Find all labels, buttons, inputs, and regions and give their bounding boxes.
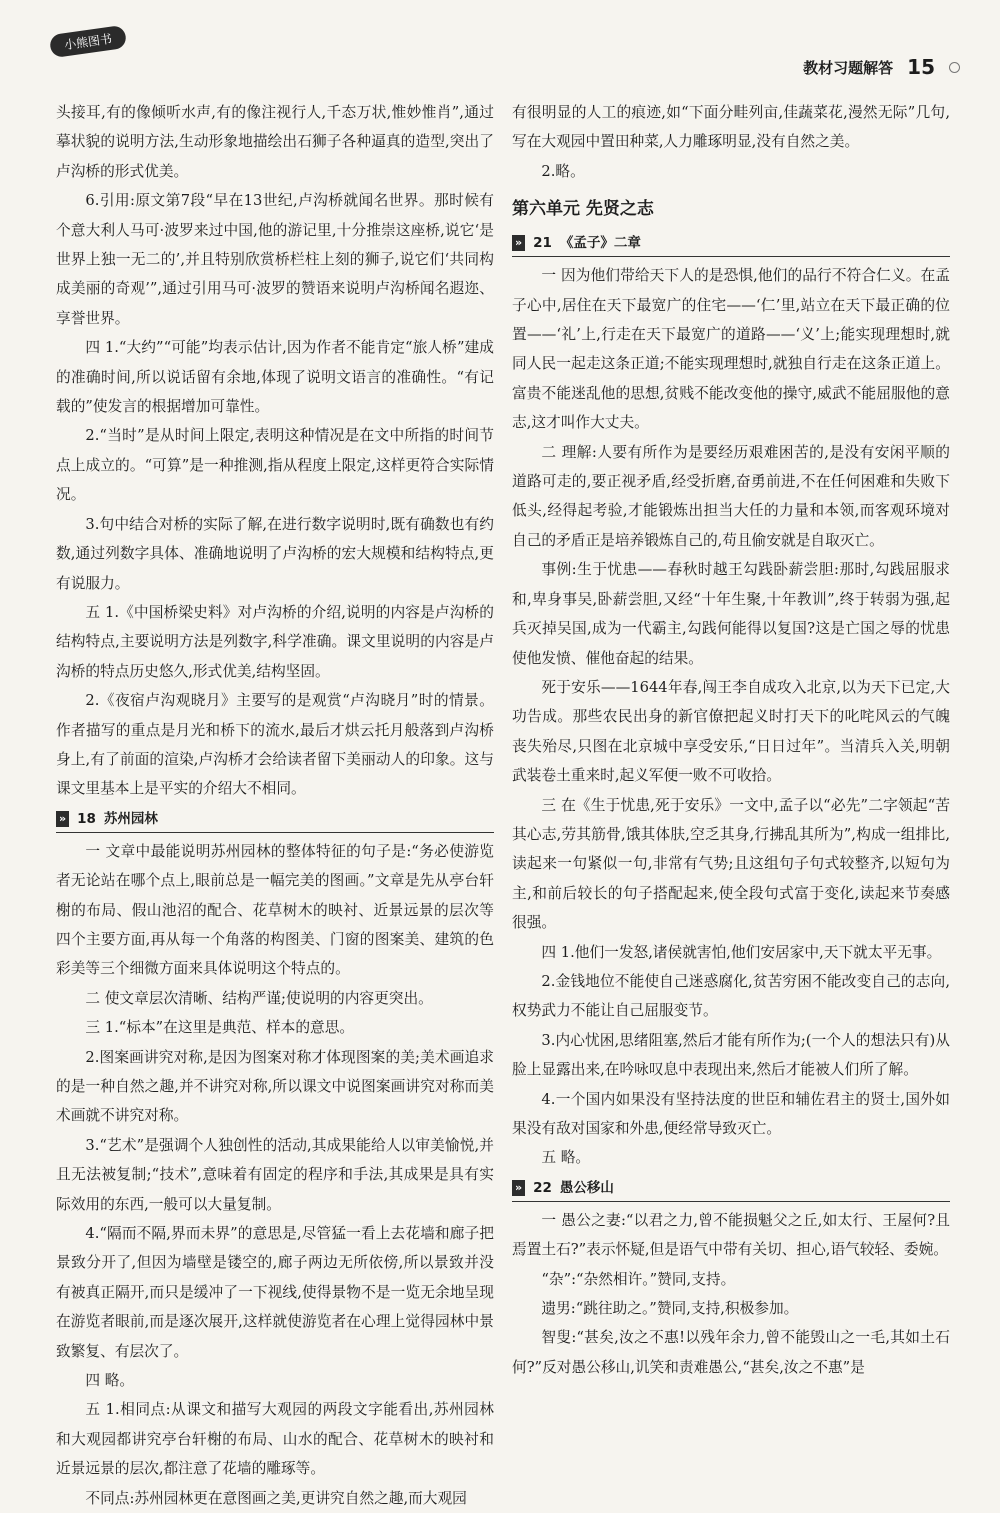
section-title: 愚公移山: [559, 1179, 614, 1196]
page-header: [803, 55, 960, 79]
paragraph: 一 因为他们带给天下人的是恐惧,他们的品行不符合仁义。在孟子心中,居住在天下最宽广的住宅——‘仁’里,站立在天下最正确的位置——‘礼’上,行走在天下最宽广的道路——‘义’上;能实现理想时,就同人民一起走这条正道;不能实现理想时,就独自行走在这条正道上。富贵不能迷乱他的思想,贫贱不能改变他的操守,威武不能屈服他的意志,这才叫作大丈夫。: [512, 267, 950, 432]
section-heading-21: [512, 230, 950, 257]
header-title: 教材习题解答: [803, 58, 894, 77]
paragraph: 四 1.他们一发怒,诸侯就害怕,他们安居家中,天下就太平无事。: [541, 943, 942, 961]
section-heading-18: [56, 806, 494, 833]
paragraph: 三 在《生于忧患,死于安乐》一文中,孟子以“必先”二字领起“苦其心志,劳其筋骨,饿其体肤,空乏其身,行拂乱其所为”,构成一组排比,读起来一句紧似一句,非常有气势;且这组句子句式较整齐,以短句为主,和前后较长的句子搭配起来,使全段句式富于变化,读起来节奏感很强。: [512, 796, 950, 932]
page-number: 15: [907, 55, 935, 79]
double-chevron-icon: »: [56, 811, 69, 827]
double-chevron-icon: »: [512, 235, 525, 251]
paragraph: 五 1.相同点:从课文和描写大观园的两段文字能看出,苏州园林和大观园都讲究亭台轩榭的布局、山水的配合、花草树木的映衬和近景远景的层次,都注意了花墙的雕琢等。: [56, 1401, 494, 1478]
paragraph: 二 理解:人要有所作为是要经历艰难困苦的,是没有安闲平顺的道路可走的,要正视矛盾,经受折磨,奋勇前进,不在任何困难和失败下低头,经得起考验,才能锻炼出担当大任的力量和本领,而客观环境对自己的矛盾正是培养锻炼自己的,苟且偷安就是自取灭亡。: [512, 443, 950, 549]
brand-logo: 小熊图书: [49, 25, 127, 58]
paragraph: 一 愚公之妻:“以君之力,曾不能损魁父之丘,如太行、王屋何?且焉置土石?”表示怀疑,但是语气中带有关切、担心,语气较轻、委婉。: [512, 1211, 950, 1259]
paragraph: 6.引用:原文第7段“早在13世纪,卢沟桥就闻名世界。那时候有个意大利人马可·波罗来过中国,他的游记里,十分推崇这座桥,说它‘是世界上独一无二的’,并且特别欣赏桥栏柱上刻的狮子,说它们‘共同构成美丽的奇观’”,通过引用马可·波罗的赞语来说明卢沟桥闻名遐迩、享誉世界。: [56, 192, 494, 327]
paragraph: 三 1.“标本”在这里是典范、样本的意思。: [85, 1019, 355, 1037]
section-title: 苏州园林: [103, 810, 158, 827]
paragraph: 四 略。: [85, 1372, 135, 1390]
paragraph: 事例:生于忧患——春秋时越王勾践卧薪尝胆:那时,勾践屈服求和,卑身事吴,卧薪尝胆,又经“十年生聚,十年教训”,终于转弱为强,起兵灭掉吴国,成为一代霸主,勾践何能得以复国?这是亡国之辱的忧患使他发愤、催他奋起的结果。: [512, 561, 950, 667]
paragraph: 4.“隔而不隔,界而未界”的意思是,尽管猛一看上去花墙和廊子把景致分开了,但因为墙壁是镂空的,廊子两边无所依傍,所以景致并没有被真正隔开,而只是缓冲了一下视线,使得景物不是一览无余地呈现在游览者眼前,而是逐次展开,这样就使游览者在心理上觉得园林中景致繁复、有层次了。: [56, 1225, 494, 1360]
section-number: 22: [533, 1179, 552, 1196]
paragraph: 3.内心忧困,思绪阻塞,然后才能有所作为;(一个人的想法只有)从脸上显露出来,在吟咏叹息中表现出来,然后才能被人们所了解。: [512, 1031, 950, 1079]
paragraph: 一 文章中最能说明苏州园林的整体特征的句子是:“务必使游览者无论站在哪个点上,眼前总是一幅完美的图画。”文章是先从亭台轩榭的布局、假山池沼的配合、花草树木的映衬、近景远景的层次等四个主要方面,再从每一个角落的构图美、门窗的图案美、建筑的色彩美等三个细微方面来具体说明这个特点的。: [56, 842, 494, 978]
circle-icon: [949, 62, 960, 73]
paragraph: 2.《夜宿卢沟观晓月》主要写的是观赏“卢沟晓月”时的情景。作者描写的重点是月光和桥下的流水,最后才烘云托月般落到卢沟桥身上,有了前面的渲染,卢沟桥才会给读者留下美丽动人的印象。这与课文里基本上是平实的介绍大不相同。: [56, 692, 494, 798]
paragraph: 五 略。: [541, 1149, 591, 1167]
paragraph: 有很明显的人工的痕迹,如“下面分畦列亩,佳蔬菜花,漫然无际”几句,写在大观园中置田种菜,人力雕琢明显,没有自然之美。: [512, 104, 950, 151]
section-heading-22: [512, 1175, 950, 1202]
paragraph: 不同点:苏州园林更在意图画之美,更讲究自然之趣,而大观园: [85, 1489, 467, 1507]
paragraph: 智叟:“甚矣,汝之不惠!以残年余力,曾不能毁山之一毛,其如土石何?”反对愚公移山,讥笑和责难愚公,“甚矣,汝之不惠”是: [512, 1329, 950, 1376]
paragraph: 3.句中结合对桥的实际了解,在进行数字说明时,既有确数也有约数,通过列数字具体、准确地说明了卢沟桥的宏大规模和结构特点,更有说服力。: [56, 515, 494, 592]
paragraph: 2.略。: [541, 162, 585, 180]
paragraph: 死于安乐——1644年春,闯王李自成攻入北京,以为天下已定,大功告成。那些农民出身的新官僚把起义时打天下的叱咤风云的气魄丧失殆尽,只图在北京城中享受安乐,“日日过年”。当清兵入关,明朝武装卷土重来时,起义军便一败不可收拾。: [512, 678, 950, 785]
section-number: 21: [533, 235, 552, 252]
left-column: [56, 98, 494, 1513]
paragraph: 五 1.《中国桥梁史料》对卢沟桥的介绍,说明的内容是卢沟桥的结构特点,主要说明方法是列数字,科学准确。课文里说明的内容是卢沟桥的特点历史悠久,形式优美,结构坚固。: [56, 603, 494, 680]
double-chevron-icon: »: [512, 1180, 525, 1196]
paragraph: 2.图案画讲究对称,是因为图案对称才体现图案的美;美术画追求的是一种自然之趣,并不讲究对称,所以课文中说图案画讲究对称而美术画就不讲究对称。: [56, 1048, 494, 1125]
paragraph: 4.一个国内如果没有坚持法度的世臣和辅佐君主的贤士,国外如果没有敌对国家和外患,便经常导致灭亡。: [512, 1090, 950, 1137]
unit-title: 第六单元 先贤之志: [512, 199, 654, 220]
paragraph: 头接耳,有的像倾听水声,有的像注视行人,千态万状,惟妙惟肖”,通过摹状貌的说明方法,生动形象地描绘出石狮子各种逼真的造型,突出了卢沟桥的形式优美。: [56, 104, 494, 180]
paragraph: 遗男:“跳往助之。”赞同,支持,积极参加。: [541, 1300, 799, 1318]
paragraph: 2.“当时”是从时间上限定,表明这种情况是在文中所指的时间节点上成立的。“可算”是一种推测,指从程度上限定,这样更符合实际情况。: [56, 427, 494, 504]
paragraph: 3.“艺术”是强调个人独创性的活动,其成果能给人以审美愉悦,并且无法被复制;“技术”,意味着有固定的程序和手法,其成果是具有实际效用的东西,一般可以大量复制。: [56, 1136, 494, 1213]
right-column: [512, 98, 950, 1382]
paragraph: 2.金钱地位不能使自己迷惑腐化,贫苦穷困不能改变自己的志向,权势武力不能让自己屈服变节。: [512, 972, 950, 1020]
section-title: 《孟子》二章: [559, 235, 641, 252]
paragraph: 二 使文章层次清晰、结构严谨;使说明的内容更突出。: [85, 989, 433, 1007]
section-number: 18: [77, 810, 96, 827]
paragraph: “杂”:“杂然相许。”赞同,支持。: [541, 1270, 736, 1288]
paragraph: 四 1.“大约”“可能”均表示估计,因为作者不能肯定“旅人桥”建成的准确时间,所以说话留有余地,体现了说明文语言的准确性。“有记载的”使发言的根据增加可靠性。: [56, 339, 494, 416]
